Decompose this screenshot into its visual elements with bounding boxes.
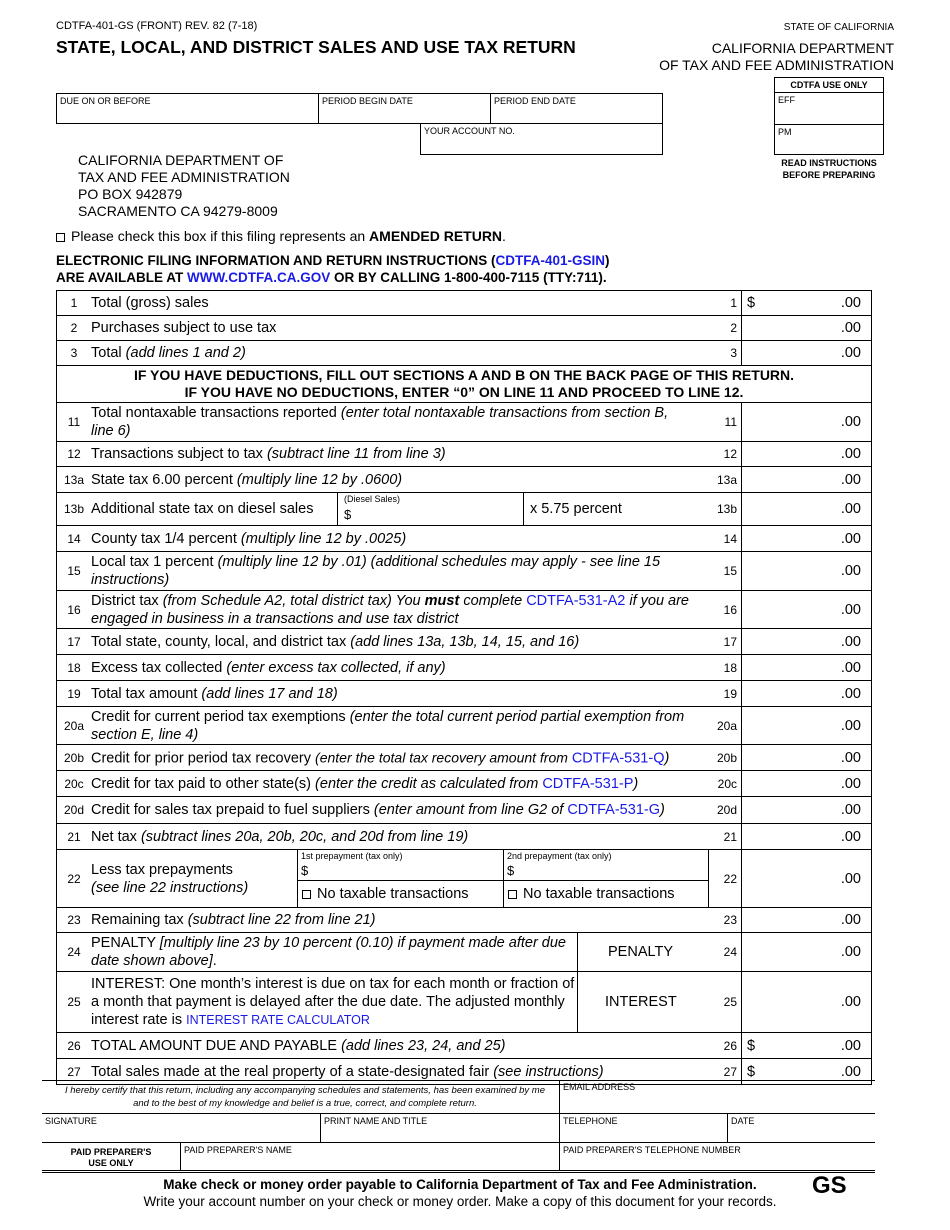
line-3: 3 Total (add lines 1 and 2) 3 .00 — [57, 341, 871, 366]
line-15-amount[interactable]: .00 — [741, 552, 871, 590]
period-begin-field[interactable]: PERIOD BEGIN DATE — [318, 93, 491, 124]
line-26-amount[interactable]: $ .00 — [741, 1033, 871, 1058]
line-2-amount[interactable]: .00 — [741, 316, 871, 340]
line-27-amount[interactable]: $ .00 — [741, 1059, 871, 1084]
amended-return-checkbox[interactable] — [56, 233, 65, 242]
line-11-amount[interactable]: .00 — [741, 403, 871, 441]
no-taxable-2: No taxable transactions — [504, 881, 712, 907]
certification-text: I hereby certify that this return, including any accompanying schedules and statements, has been examined by me and to the best of my knowledge and belief is a true, correct, and complete return. — [64, 1085, 546, 1109]
line-19: 19 Total tax amount (add lines 17 and 18) 19 .00 — [57, 681, 871, 707]
line-17: 17 Total state, county, local, and district tax (add lines 13a, 13b, 14, 15, and 16) 17 .00 — [57, 629, 871, 655]
state-label: STATE OF CALIFORNIA — [783, 22, 894, 33]
line-20c: 20c Credit for tax paid to other state(s) (enter the credit as calculated from CDTFA-531-P) 20c .00 — [57, 771, 871, 797]
read-instructions: READ INSTRUCTIONS BEFORE PREPARING — [781, 158, 877, 180]
line-24-amount[interactable]: .00 — [741, 933, 871, 971]
period-end-field[interactable]: PERIOD END DATE — [490, 93, 663, 124]
line-11: 11 Total nontaxable transactions reported (enter total nontaxable transactions from section B, line 6) 11 .00 — [57, 403, 871, 442]
line-1: 1 Total (gross) sales 1 $ .00 — [57, 291, 871, 316]
payment-instructions: Make check or money order payable to California Department of Tax and Fee Administration. Write your account number on your check or money order. Make a copy of this document for your records. — [143, 1177, 777, 1209]
line-22: 22 Less tax prepayments (see line 22 instructions) 1st prepayment (tax only) $ 2nd prepayment (tax only) $ No taxable transactions No taxable transactions 22 .00 — [57, 850, 871, 908]
cdtfa-use-only-box: CDTFA USE ONLY EFF PM — [774, 77, 884, 155]
form-title: STATE, LOCAL, AND DISTRICT SALES AND USE TAX RETURN — [56, 37, 576, 57]
diesel-sales-field[interactable]: (Diesel Sales) $ — [337, 493, 524, 525]
line-27: 27 Total sales made at the real property of a state-designated fair (see instructions) 27 $ .00 — [57, 1059, 871, 1085]
website-link[interactable]: WWW.CDTFA.CA.GOV — [187, 270, 331, 285]
line-13a-amount[interactable]: .00 — [741, 467, 871, 492]
line-20b-amount[interactable]: .00 — [741, 745, 871, 770]
no-taxable-1-checkbox[interactable] — [302, 890, 311, 899]
line-13b-amount[interactable]: .00 — [741, 493, 871, 525]
line-17-amount[interactable]: .00 — [741, 629, 871, 654]
email-field[interactable]: EMAIL ADDRESS — [559, 1080, 875, 1113]
line-23: 23 Remaining tax (subtract line 22 from line 21) 23 .00 — [57, 908, 871, 933]
line-19-amount[interactable]: .00 — [741, 681, 871, 706]
preparer-phone-field[interactable]: PAID PREPARER'S TELEPHONE NUMBER — [559, 1143, 875, 1170]
line-13a: 13a State tax 6.00 percent (multiply line 12 by .0600) 13a .00 — [57, 467, 871, 493]
line-20b: 20b Credit for prior period tax recovery (enter the total tax recovery amount from CDTFA-531-Q) 20b .00 — [57, 745, 871, 771]
interest-rate-calculator-link[interactable]: INTEREST RATE CALCULATOR — [186, 1013, 370, 1027]
line-20d: 20d Credit for sales tax prepaid to fuel suppliers (enter amount from line G2 of CDTFA-531-G) 20d .00 — [57, 797, 871, 824]
no-taxable-1: No taxable transactions — [298, 881, 504, 907]
line-2: 2 Purchases subject to use tax 2 .00 — [57, 316, 871, 341]
line-16-amount[interactable]: .00 — [741, 591, 871, 628]
deductions-banner: IF YOU HAVE DEDUCTIONS, FILL OUT SECTIONS A AND B ON THE BACK PAGE OF THIS RETURN. IF YOU HAVE NO DEDUCTIONS, ENTER “0” ON LINE 11 AND PROCEED TO LINE 12. — [57, 366, 871, 403]
cdtfa-531-p-link[interactable]: CDTFA-531-P — [542, 775, 634, 792]
line-16: 16 District tax (from Schedule A2, total district tax) You must complete CDTFA-531-A2 if you are engaged in business in a transactions and use tax district 16 .00 — [57, 591, 871, 629]
line-25-amount[interactable]: .00 — [741, 972, 871, 1032]
gs-code: GS — [812, 1172, 847, 1199]
line-22-amount[interactable]: .00 — [741, 850, 871, 907]
form-id: CDTFA-401-GS (FRONT) REV. 82 (7-18) — [56, 20, 258, 32]
no-taxable-2-checkbox[interactable] — [508, 890, 517, 899]
interest-label: INTEREST — [605, 994, 677, 1010]
cdtfa-531-a2-link[interactable]: CDTFA-531-A2 — [526, 592, 626, 609]
line-20c-amount[interactable]: .00 — [741, 771, 871, 796]
line-21: 21 Net tax (subtract lines 20a, 20b, 20c, and 20d from line 19) 21 .00 — [57, 824, 871, 850]
account-number-field[interactable]: YOUR ACCOUNT NO. — [420, 123, 663, 155]
preparer-name-field[interactable]: PAID PREPARER'S NAME — [180, 1143, 559, 1170]
signature-field[interactable]: SIGNATURE — [45, 1116, 97, 1126]
line-15: 15 Local tax 1 percent (multiply line 12 by .01) (additional schedules may apply - see line 15 instructions) 15 .00 — [57, 552, 871, 591]
line-12: 12 Transactions subject to tax (subtract line 11 from line 3) 12 .00 — [57, 442, 871, 467]
line-18-amount[interactable]: .00 — [741, 655, 871, 680]
tax-lines-table — [56, 290, 872, 1085]
date-field[interactable]: DATE — [727, 1114, 875, 1142]
line-13b: 13b Additional state tax on diesel sales (Diesel Sales) $ x 5.75 percent 13b .00 — [57, 493, 871, 526]
due-date-field[interactable]: DUE ON OR BEFORE — [56, 93, 319, 124]
line-18: 18 Excess tax collected (enter excess tax collected, if any) 18 .00 — [57, 655, 871, 681]
line-21-amount[interactable]: .00 — [741, 824, 871, 849]
penalty-label: PENALTY — [608, 944, 674, 960]
line-14: 14 County tax 1/4 percent (multiply line 12 by .0025) 14 .00 — [57, 526, 871, 552]
paid-preparer-label: PAID PREPARER'S USE ONLY — [70, 1147, 152, 1168]
line-12-amount[interactable]: .00 — [741, 442, 871, 466]
prepayments-block — [297, 850, 709, 907]
first-prepayment-field[interactable]: 1st prepayment (tax only) $ — [298, 850, 504, 881]
line-20d-amount[interactable]: .00 — [741, 797, 871, 823]
telephone-field[interactable]: TELEPHONE — [559, 1114, 727, 1142]
line-3-amount[interactable]: .00 — [741, 341, 871, 365]
line-25: 25 INTEREST: One month’s interest is due on tax for each month or fraction of a month that payment is delayed after the due date. The adjusted monthly interest rate is INTEREST RATE CALCULATOR INTEREST 25 .00 — [57, 972, 871, 1033]
line-1-amount[interactable]: $ .00 — [741, 291, 871, 315]
line-26: 26 TOTAL AMOUNT DUE AND PAYABLE (add lines 23, 24, and 25) 26 $ .00 — [57, 1033, 871, 1059]
efile-info: ELECTRONIC FILING INFORMATION AND RETURN INSTRUCTIONS (CDTFA-401-GSIN) ARE AVAILABLE AT WWW.CDTFA.CA.GOV OR BY CALLING 1-800-400-7115 (TTY:711). — [56, 253, 610, 285]
agency-name: CALIFORNIA DEPARTMENT OF TAX AND FEE ADMINISTRATION — [659, 40, 894, 73]
cdtfa-531-q-link[interactable]: CDTFA-531-Q — [571, 750, 665, 766]
mailing-address: CALIFORNIA DEPARTMENT OF TAX AND FEE ADMINISTRATION PO BOX 942879 SACRAMENTO CA 94279-8009 — [78, 152, 290, 219]
line-14-amount[interactable]: .00 — [741, 526, 871, 551]
line-20a: 20a Credit for current period tax exemptions (enter the total current period partial exemption from section E, line 4) 20a .00 — [57, 707, 871, 745]
instructions-link[interactable]: CDTFA-401-GSIN — [495, 253, 606, 268]
preparer-row — [42, 1143, 875, 1173]
line-24: 24 PENALTY [multiply line 23 by 10 percent (0.10) if payment made after due date shown above]. PENALTY 24 .00 — [57, 933, 871, 972]
amended-return-row: Please check this box if this filing represents an AMENDED RETURN. — [56, 228, 506, 244]
line-20a-amount[interactable]: .00 — [741, 707, 871, 744]
signature-row — [42, 1113, 875, 1143]
second-prepayment-field[interactable]: 2nd prepayment (tax only) $ — [504, 850, 708, 881]
cdtfa-531-g-link[interactable]: CDTFA-531-G — [567, 802, 660, 818]
print-name-field[interactable]: PRINT NAME AND TITLE — [320, 1114, 559, 1142]
line-23-amount[interactable]: .00 — [741, 908, 871, 932]
